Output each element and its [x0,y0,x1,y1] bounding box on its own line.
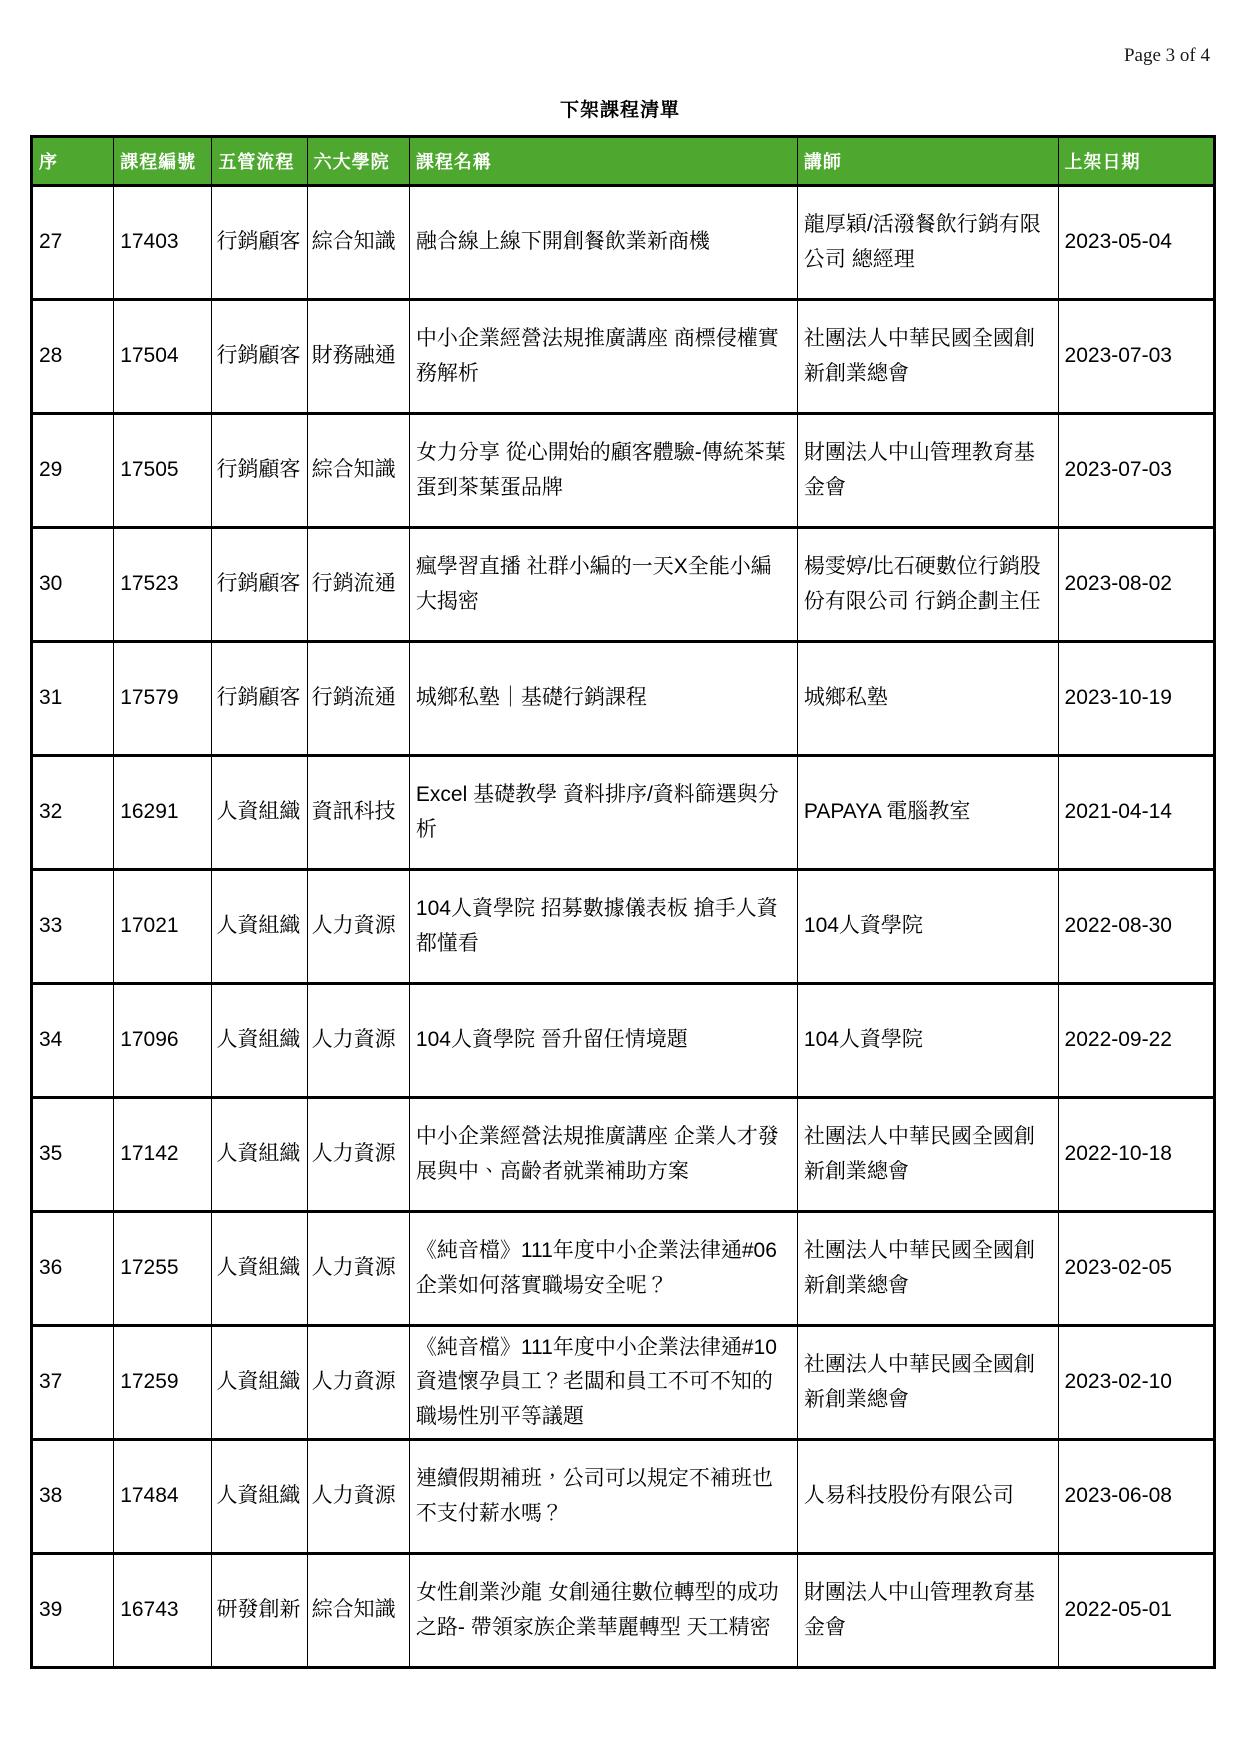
cell-course-code: 17505 [114,414,212,528]
cell-instructor: 社團法人中華民國全國創新創業總會 [797,1212,1058,1326]
cell-publish-date: 2023-10-19 [1058,642,1214,756]
cell-course-code: 17096 [114,984,212,1098]
table-row [32,984,1215,1098]
cell-instructor: 楊雯婷/比石硬數位行銷股份有限公司 行銷企劃主任 [797,528,1058,642]
cell-course-code: 16743 [114,1554,212,1668]
cell-seq: 34 [32,984,114,1098]
cell-course-title: 城鄉私塾｜基礎行銷課程 [409,642,797,756]
cell-instructor: 社團法人中華民國全國創新創業總會 [797,300,1058,414]
cell-course-title: 連續假期補班，公司可以規定不補班也不支付薪水嗎？ [409,1440,797,1554]
cell-publish-date: 2023-07-03 [1058,300,1214,414]
cell-instructor: 城鄉私塾 [797,642,1058,756]
table-row [32,1440,1215,1554]
cell-publish-date: 2023-06-08 [1058,1440,1214,1554]
cell-course-code: 17259 [114,1326,212,1440]
cell-course-title: 中小企業經營法規推廣講座 企業人才發展與中、高齡者就業補助方案 [409,1098,797,1212]
column-header: 上架日期 [1058,137,1214,186]
cell-process: 人資組織 [212,1440,307,1554]
page-number: Page 3 of 4 [1123,45,1210,66]
cell-publish-date: 2022-08-30 [1058,870,1214,984]
cell-process: 人資組織 [212,756,307,870]
cell-college: 綜合知識 [307,1554,409,1668]
cell-course-title: 融合線上線下開創餐飲業新商機 [409,186,797,300]
cell-instructor: 財團法人中山管理教育基金會 [797,1554,1058,1668]
cell-process: 行銷顧客 [212,186,307,300]
cell-college: 財務融通 [307,300,409,414]
cell-process: 人資組織 [212,1098,307,1212]
cell-course-code: 17021 [114,870,212,984]
cell-publish-date: 2023-05-04 [1058,186,1214,300]
cell-process: 行銷顧客 [212,414,307,528]
column-header: 六大學院 [307,137,409,186]
cell-seq: 31 [32,642,114,756]
cell-seq: 32 [32,756,114,870]
cell-course-code: 17403 [114,186,212,300]
table-row [32,186,1215,300]
cell-publish-date: 2023-02-10 [1058,1326,1214,1440]
cell-instructor: 人易科技股份有限公司 [797,1440,1058,1554]
cell-seq: 38 [32,1440,114,1554]
column-header: 課程編號 [114,137,212,186]
table-row [32,756,1215,870]
table-row [32,528,1215,642]
cell-course-title: 女力分享 從心開始的顧客體驗-傳統茶葉蛋到茶葉蛋品牌 [409,414,797,528]
cell-course-title: 《純音檔》111年度中小企業法律通#10 資遣懷孕員工？老闆和員工不可不知的職場性別平等議題 [409,1326,797,1440]
cell-seq: 37 [32,1326,114,1440]
cell-college: 資訊科技 [307,756,409,870]
cell-college: 人力資源 [307,1212,409,1326]
cell-instructor: 龍厚穎/活潑餐飲行銷有限公司 總經理 [797,186,1058,300]
cell-college: 人力資源 [307,870,409,984]
table-row [32,1554,1215,1668]
cell-process: 人資組織 [212,1212,307,1326]
cell-course-title: 中小企業經營法規推廣講座 商標侵權實務解析 [409,300,797,414]
cell-process: 研發創新 [212,1554,307,1668]
cell-course-title: 女性創業沙龍 女創通往數位轉型的成功之路- 帶領家族企業華麗轉型 天工精密 [409,1554,797,1668]
cell-course-code: 16291 [114,756,212,870]
table-row [32,1098,1215,1212]
cell-instructor: 社團法人中華民國全國創新創業總會 [797,1326,1058,1440]
cell-seq: 28 [32,300,114,414]
cell-process: 人資組織 [212,984,307,1098]
table-body [32,186,1215,1668]
table-row [32,1326,1215,1440]
cell-college: 行銷流通 [307,642,409,756]
page-title: 下架課程清單 [559,100,680,121]
cell-seq: 30 [32,528,114,642]
cell-instructor: 財團法人中山管理教育基金會 [797,414,1058,528]
cell-process: 行銷顧客 [212,642,307,756]
cell-course-code: 17484 [114,1440,212,1554]
column-header: 序 [32,137,114,186]
cell-publish-date: 2023-07-03 [1058,414,1214,528]
cell-course-code: 17579 [114,642,212,756]
cell-instructor: 104人資學院 [797,870,1058,984]
cell-seq: 36 [32,1212,114,1326]
cell-course-title: 104人資學院 晉升留任情境題 [409,984,797,1098]
cell-course-title: 《純音檔》111年度中小企業法律通#06 企業如何落實職場安全呢？ [409,1212,797,1326]
cell-college: 行銷流通 [307,528,409,642]
cell-course-code: 17142 [114,1098,212,1212]
cell-course-title: 104人資學院 招募數據儀表板 搶手人資都懂看 [409,870,797,984]
table-row [32,414,1215,528]
cell-seq: 29 [32,414,114,528]
table-row [32,642,1215,756]
cell-seq: 39 [32,1554,114,1668]
table-row [32,1212,1215,1326]
course-table [30,135,1216,1669]
cell-publish-date: 2022-09-22 [1058,984,1214,1098]
cell-college: 人力資源 [307,984,409,1098]
table-header-row [32,137,1215,186]
cell-college: 人力資源 [307,1098,409,1212]
cell-publish-date: 2022-05-01 [1058,1554,1214,1668]
cell-instructor: PAPAYA 電腦教室 [797,756,1058,870]
cell-process: 行銷顧客 [212,528,307,642]
table-row [32,300,1215,414]
cell-college: 綜合知識 [307,414,409,528]
cell-course-title: Excel 基礎教學 資料排序/資料篩選與分析 [409,756,797,870]
cell-course-code: 17255 [114,1212,212,1326]
cell-publish-date: 2023-08-02 [1058,528,1214,642]
cell-course-title: 瘋學習直播 社群小編的一天X全能小編大揭密 [409,528,797,642]
cell-course-code: 17523 [114,528,212,642]
cell-instructor: 104人資學院 [797,984,1058,1098]
cell-seq: 27 [32,186,114,300]
cell-publish-date: 2021-04-14 [1058,756,1214,870]
cell-publish-date: 2023-02-05 [1058,1212,1214,1326]
cell-college: 人力資源 [307,1440,409,1554]
cell-publish-date: 2022-10-18 [1058,1098,1214,1212]
cell-process: 人資組織 [212,1326,307,1440]
cell-process: 行銷顧客 [212,300,307,414]
column-header: 課程名稱 [409,137,797,186]
cell-process: 人資組織 [212,870,307,984]
column-header: 講師 [797,137,1058,186]
column-header: 五管流程 [212,137,307,186]
cell-course-code: 17504 [114,300,212,414]
cell-seq: 33 [32,870,114,984]
cell-seq: 35 [32,1098,114,1212]
cell-college: 綜合知識 [307,186,409,300]
cell-instructor: 社團法人中華民國全國創新創業總會 [797,1098,1058,1212]
cell-college: 人力資源 [307,1326,409,1440]
table-row [32,870,1215,984]
